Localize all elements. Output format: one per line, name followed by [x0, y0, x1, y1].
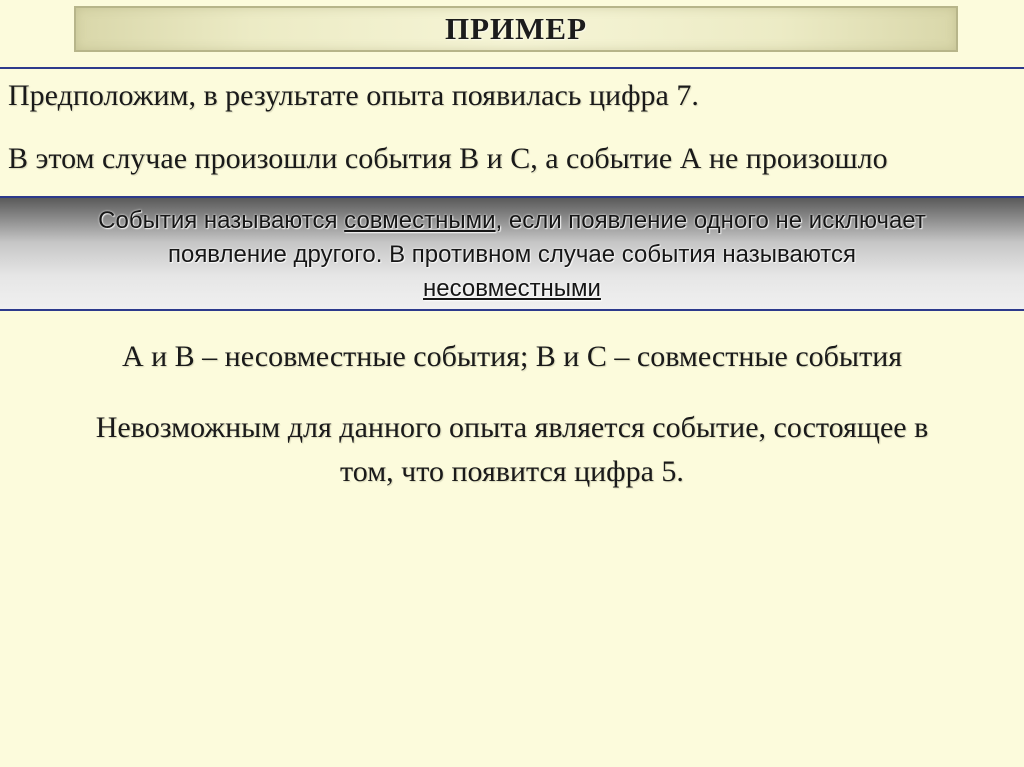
divider-top: [0, 67, 1024, 69]
impossible-line-1: Невозможным для данного опыта является событие, состоящее в: [95, 411, 929, 444]
term-incompatible: несовместными: [423, 275, 601, 302]
intro-line-1: Предположим, в результате опыта появилась цифра 7.: [8, 79, 699, 112]
impossible-event-statement: [0, 406, 1024, 494]
definition-part-1: События называются: [98, 207, 345, 234]
definition-part-3: появление другого. В противном случае события называются: [167, 241, 857, 268]
divider-bottom: [0, 309, 1024, 311]
intro-line-2: В этом случае произошли события В и С, а событие А не произошло: [8, 142, 888, 175]
slide-title: ПРИМЕР: [444, 11, 588, 46]
definition-band: [0, 198, 1024, 309]
term-compatible: совместными: [344, 207, 496, 234]
definition-text: [0, 204, 1024, 306]
impossible-line-2: том, что появится цифра 5.: [340, 455, 684, 488]
compatibility-statement: А и В – несовместные события; В и С – совместные события: [121, 340, 903, 373]
definition-part-2: , если появление одного не исключает: [495, 207, 926, 234]
title-bar: [74, 6, 958, 52]
